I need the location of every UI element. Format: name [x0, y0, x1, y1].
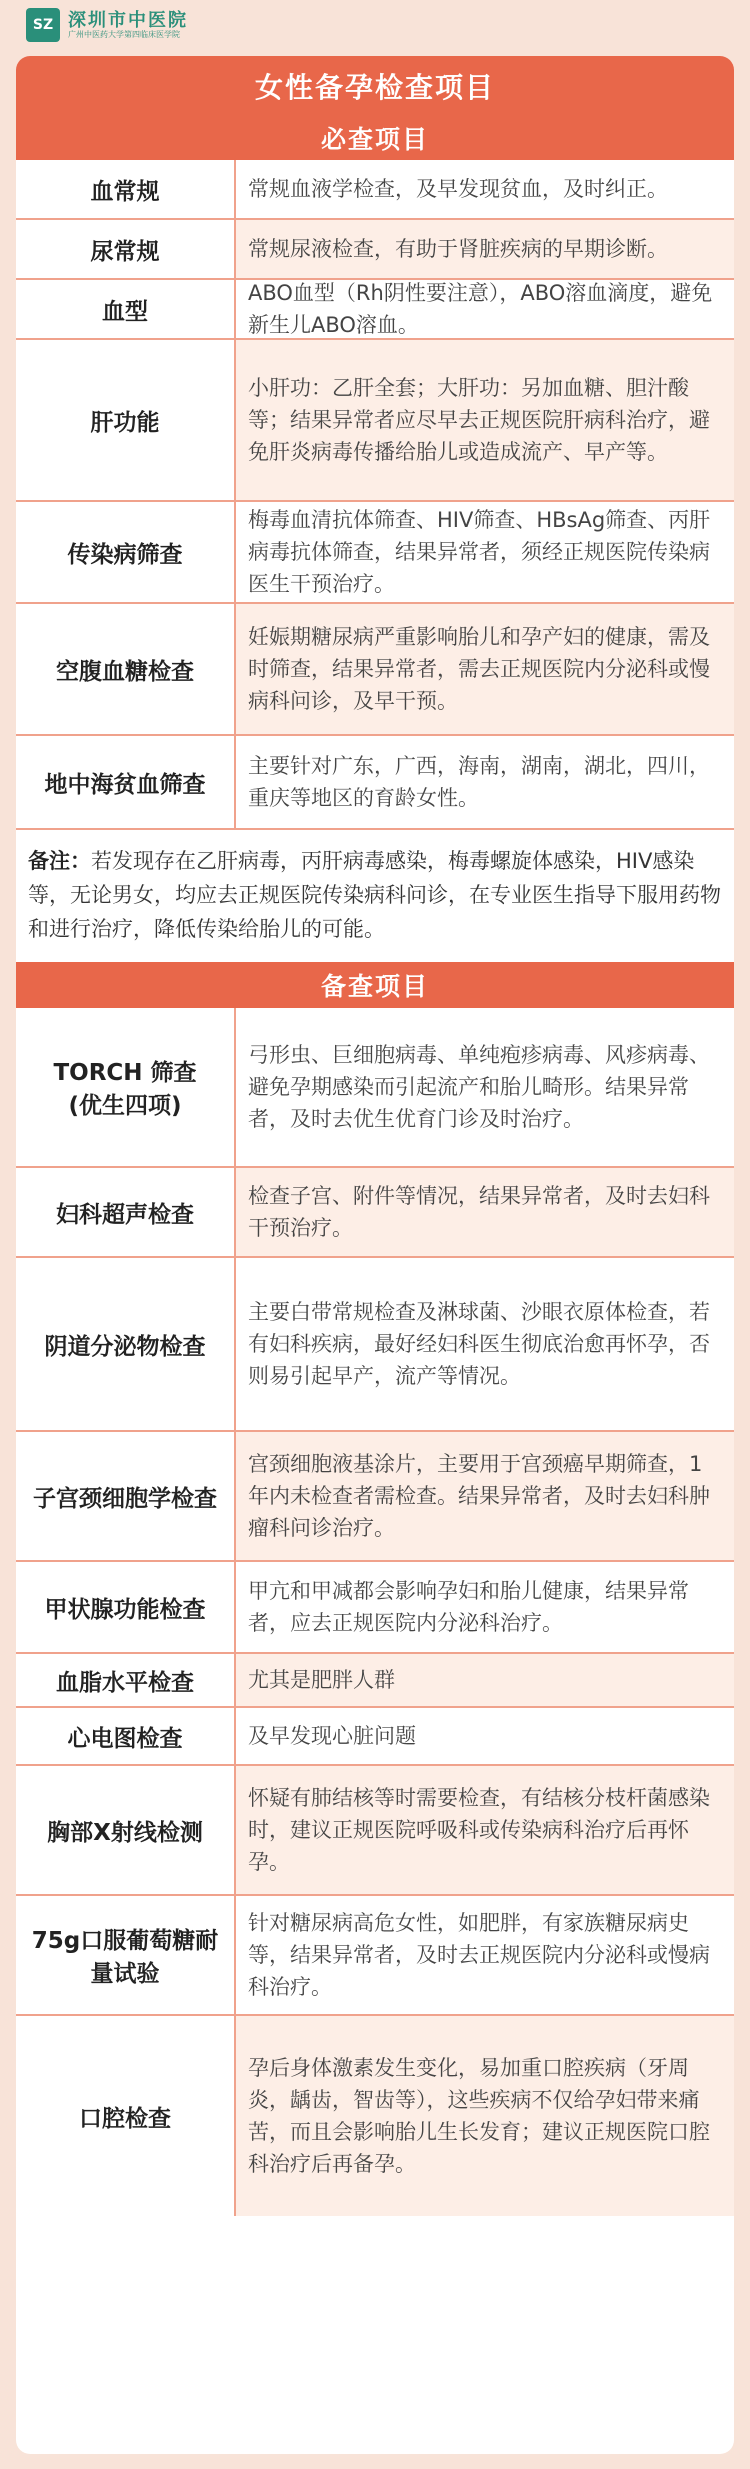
exam-description: ABO血型（Rh阴性要注意），ABO溶血滴度，避免新生儿ABO溶血。 [248, 281, 713, 337]
table-row [16, 340, 734, 502]
exam-description: 常规尿液检查，有助于肾脏疾病的早期诊断。 [236, 220, 734, 278]
table-row [16, 220, 734, 280]
exam-description: 小肝功：乙肝全套；大肝功：另加血糖、胆汁酸等；结果异常者应尽早去正规医院肝病科治疗，避免肝炎病毒传播给胎儿或造成流产、早产等。 [236, 340, 734, 500]
exam-name: 75g口服葡萄糖耐量试验 [16, 1896, 236, 2014]
hospital-name: 深圳市中医院 [68, 9, 188, 31]
exam-description: 检查子宫、附件等情况，结果异常者，及时去妇科干预治疗。 [236, 1168, 734, 1256]
exam-description: 主要针对广东，广西，海南，湖南，湖北，四川，重庆等地区的育龄女性。 [248, 754, 710, 810]
exam-name: 血脂水平检查 [16, 1654, 236, 1706]
hospital-header [0, 0, 750, 50]
exam-name: 妇科超声检查 [16, 1168, 236, 1256]
table-row [16, 2016, 734, 2216]
checklist-card [16, 56, 734, 2454]
exam-name: 胸部X射线检测 [16, 1766, 236, 1894]
exam-name: 地中海贫血筛查 [16, 736, 236, 828]
exam-description: 针对糖尿病高危女性，如肥胖，有家族糖尿病史等，结果异常者，及时去正规医院内分泌科或慢病科治疗。 [248, 1911, 710, 1999]
table-row [16, 1432, 734, 1562]
exam-name: 口腔检查 [16, 2016, 236, 2216]
table-row [16, 1654, 734, 1708]
table-row [16, 280, 734, 340]
exam-description: 及早发现心脏问题 [248, 1724, 416, 1748]
hospital-logo-icon: SZ [26, 8, 60, 42]
exam-name: 肝功能 [16, 340, 236, 500]
hospital-subtitle: 广州中医药大学第四临床医学院 [68, 29, 180, 39]
optional-table [16, 1008, 734, 2216]
exam-description: 甲亢和甲减都会影响孕妇和胎儿健康，结果异常者，应去正规医院内分泌科治疗。 [248, 1579, 689, 1635]
exam-description: 宫颈细胞液基涂片，主要用于宫颈癌早期筛查，1年内未检查者需检查。结果异常者，及时去妇科肿瘤科问诊治疗。 [236, 1432, 734, 1560]
exam-description: 怀疑有肺结核等时需要检查，有结核分枝杆菌感染时，建议正规医院呼吸科或传染病科治疗后再怀孕。 [236, 1766, 734, 1894]
table-row [16, 736, 734, 830]
exam-name: 子宫颈细胞学检查 [16, 1432, 236, 1560]
exam-description: 尤其是肥胖人群 [236, 1654, 734, 1706]
required-table [16, 160, 734, 830]
page-title: 女性备孕检查项目 [16, 56, 734, 116]
table-row [16, 1562, 734, 1654]
table-row [16, 1008, 734, 1168]
exam-name: 空腹血糖检查 [16, 604, 236, 734]
table-row [16, 502, 734, 604]
required-note [16, 830, 734, 962]
hospital-logo-text [68, 11, 188, 40]
optional-section-heading: 备查项目 [16, 962, 734, 1008]
exam-description: 主要白带常规检查及淋球菌、沙眼衣原体检查，若有妇科疾病，最好经妇科医生彻底治愈再怀孕，否则易引起早产，流产等情况。 [248, 1300, 710, 1388]
exam-name: TORCH 筛查 (优生四项) [16, 1008, 236, 1166]
exam-name: 甲状腺功能检查 [16, 1562, 236, 1652]
table-row [16, 604, 734, 736]
exam-description: 孕后身体激素发生变化，易加重口腔疾病（牙周炎，龋齿，智齿等），这些疾病不仅给孕妇带来痛苦，而且会影响胎儿生长发育；建议正规医院口腔科治疗后再备孕。 [236, 2016, 734, 2216]
note-label: 备注： [28, 849, 91, 873]
exam-name: 心电图检查 [16, 1708, 236, 1764]
exam-name: 传染病筛查 [16, 502, 236, 602]
exam-description: 妊娠期糖尿病严重影响胎儿和孕产妇的健康，需及时筛查，结果异常者，需去正规医院内分泌科或慢病科问诊，及早干预。 [236, 604, 734, 734]
table-row [16, 1168, 734, 1258]
required-section-heading: 必查项目 [16, 116, 734, 160]
table-row [16, 1896, 734, 2016]
table-row [16, 1708, 734, 1766]
table-row [16, 160, 734, 220]
table-row [16, 1258, 734, 1432]
exam-description: 梅毒血清抗体筛查、HIV筛查、HBsAg筛查、丙肝病毒抗体筛查，结果异常者，须经正规医院传染病医生干预治疗。 [248, 508, 711, 596]
exam-name: 阴道分泌物检查 [16, 1258, 236, 1430]
exam-name: 血型 [16, 280, 236, 338]
note-text: 若发现存在乙肝病毒，丙肝病毒感染，梅毒螺旋体感染，HIV感染等，无论男女，均应去正规医院传染病科问诊，在专业医生指导下服用药物和进行治疗，降低传染给胎儿的可能。 [28, 849, 721, 941]
exam-description: 常规血液学检查，及早发现贫血，及时纠正。 [248, 177, 668, 201]
table-row [16, 1766, 734, 1896]
exam-name: 尿常规 [16, 220, 236, 278]
exam-description: 弓形虫、巨细胞病毒、单纯疱疹病毒、风疹病毒、避免孕期感染而引起流产和胎儿畸形。结果异常者，及时去优生优育门诊及时治疗。 [248, 1043, 710, 1131]
exam-name: 血常规 [16, 160, 236, 218]
